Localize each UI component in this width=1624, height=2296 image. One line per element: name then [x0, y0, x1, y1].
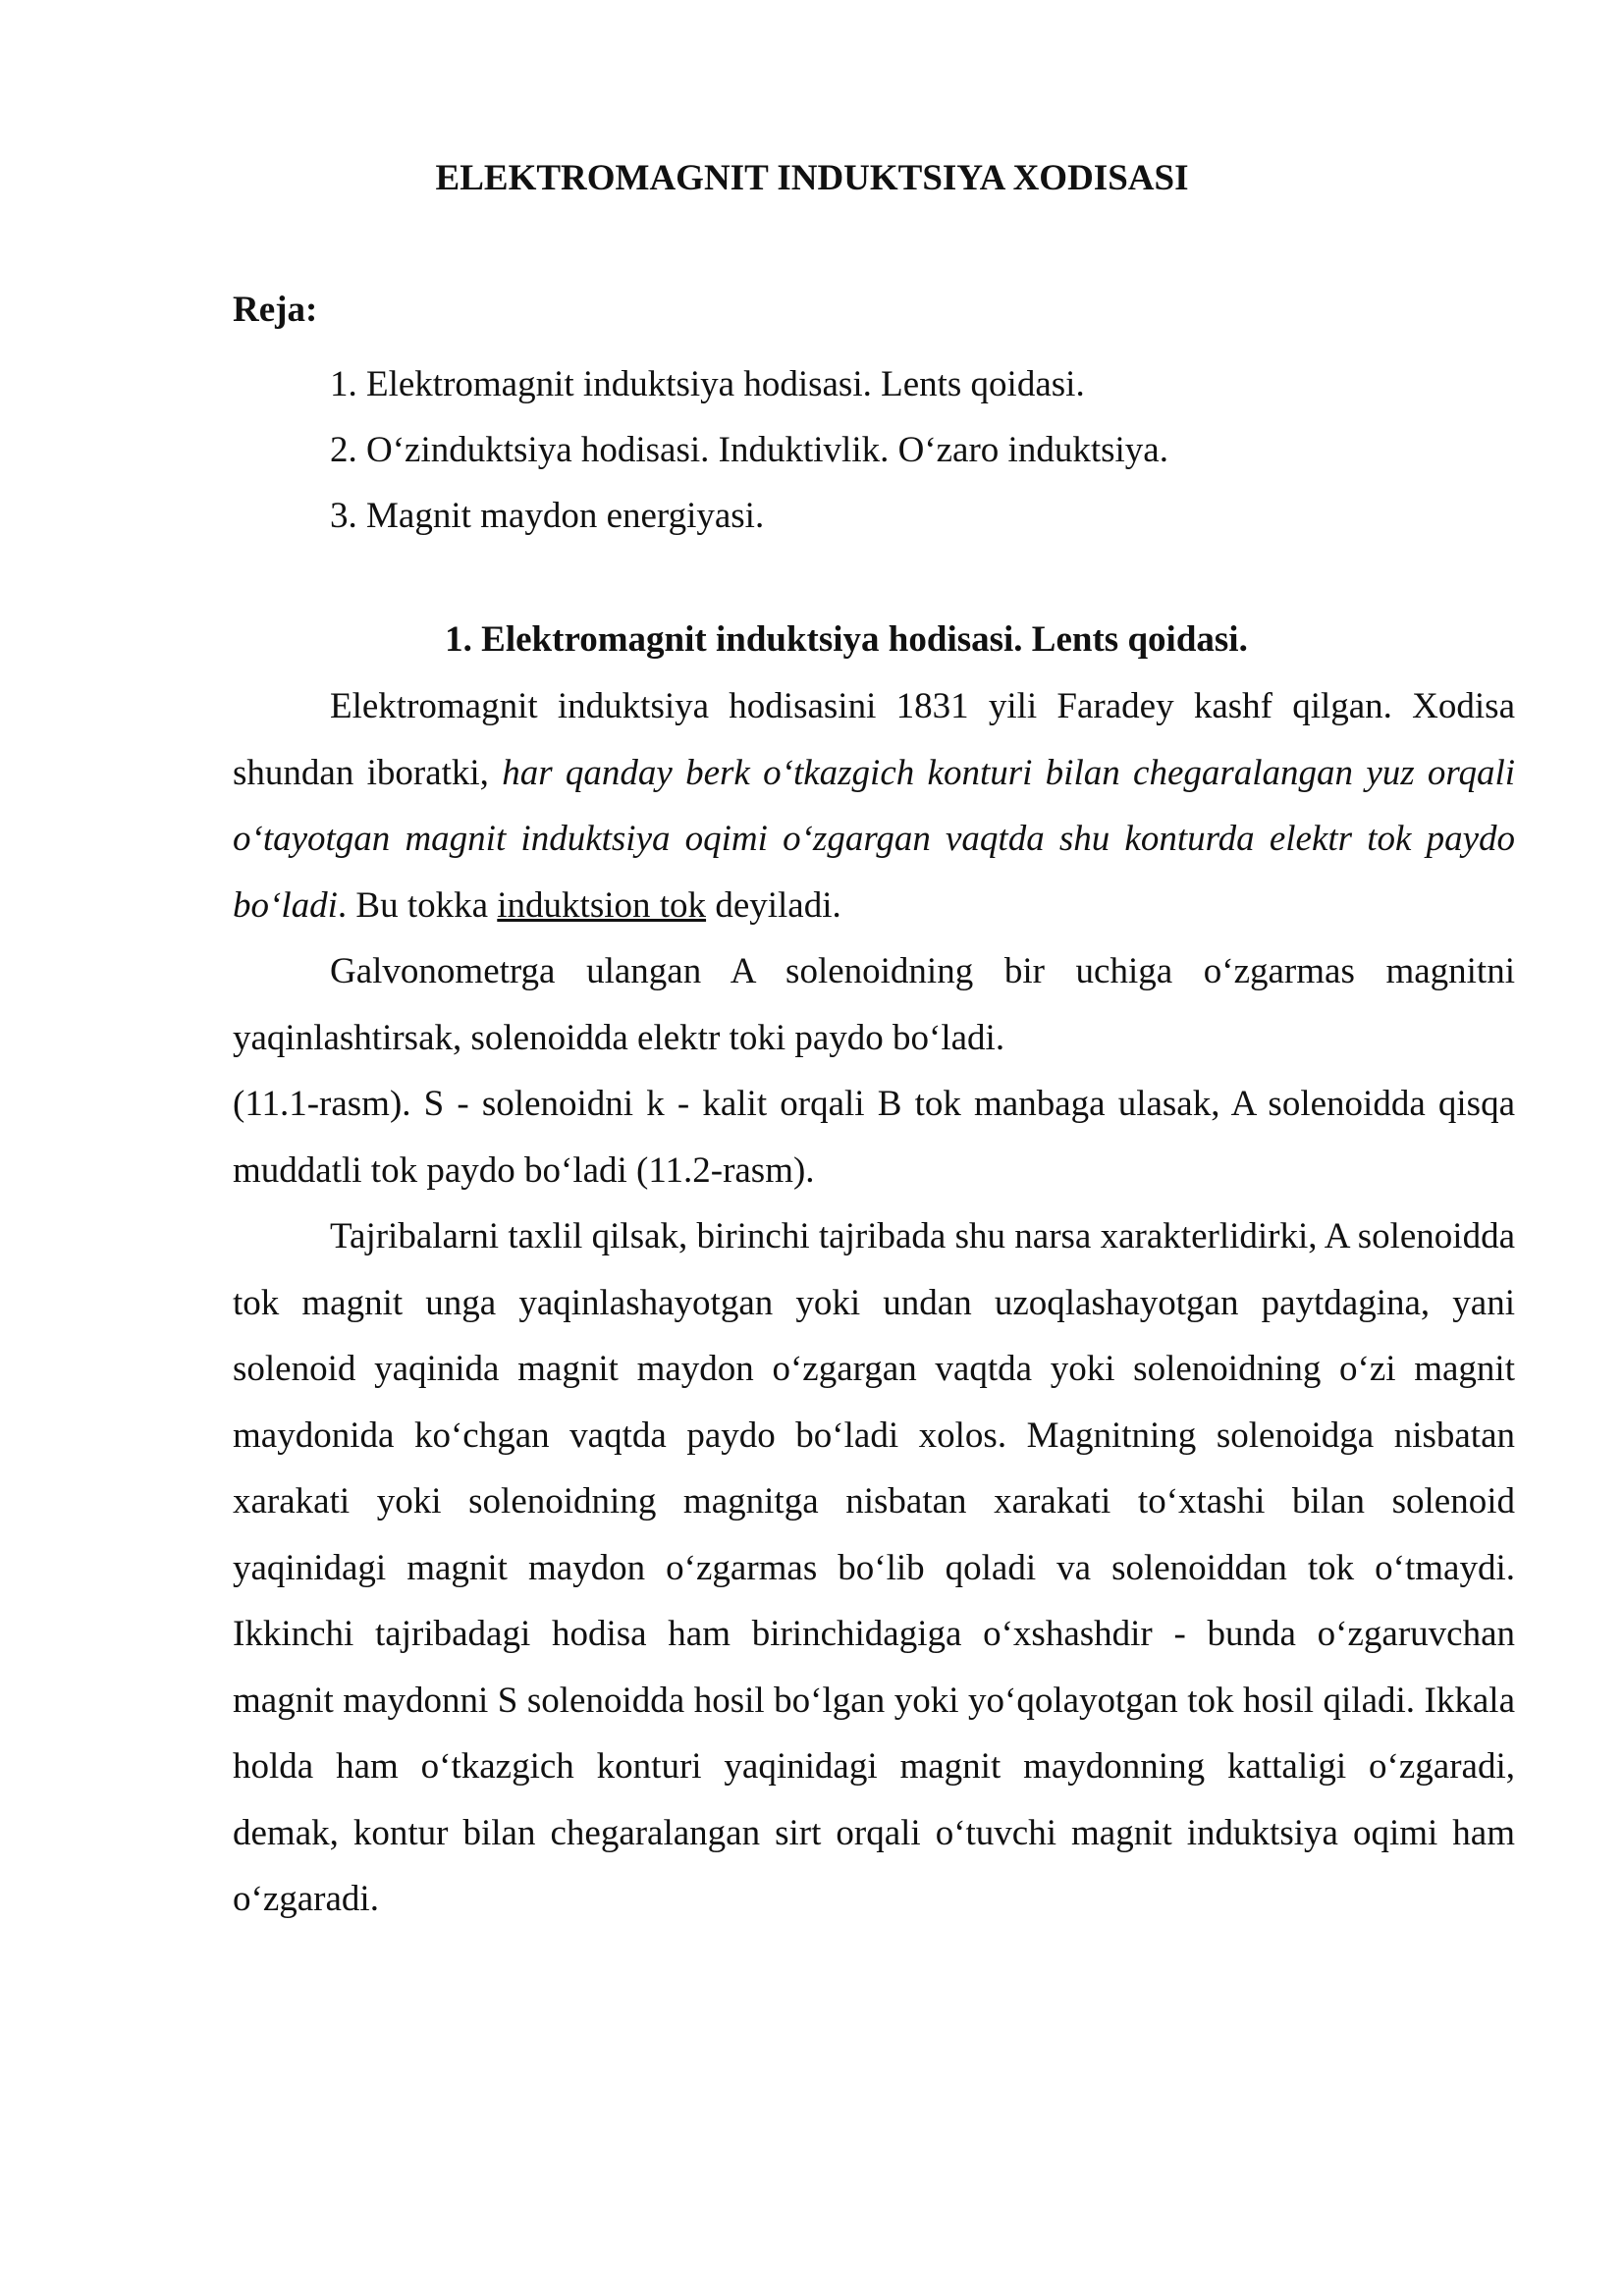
paragraph-end: deyiladi. [706, 884, 841, 926]
definition-italic: har qanday berk o‘tkazgich konturi bilan chegaralangan yuz orqali o‘tayotgan magnit induktsiya oqimi o‘zgargan vaqtda shu konturda elektr tok paydo bo‘ladi [233, 752, 1516, 926]
plan-item: 3. Magnit maydon energiyasi. [330, 496, 765, 536]
term-underlined: induktsion tok [497, 884, 707, 926]
section-heading: 1. Elektromagnit induktsiya hodisasi. Lents qoidasi. [445, 619, 1248, 660]
paragraph-galvanometer: Galvonometrga ulangan A solenoidning bir uchiga o‘zgarmas magnitni yaqinlashtirsak, solenoidda elektr toki paydo bo‘ladi. [233, 951, 1515, 1058]
paragraph-definition [233, 673, 1515, 938]
body-text [233, 673, 1515, 1933]
paragraph-figure-ref: (11.1-rasm). S - solenoidni k - kalit orqali B tok manbaga ulasak, A solenoidda qisqa muddatli tok paydo bo‘ladi (11.2-rasm). [233, 1084, 1515, 1191]
paragraph-lead: Elektromagnit induktsiya hodisasini 1831 yili Faradey kashf qilgan. Xodisa shundan iboratki, [233, 686, 1515, 793]
paragraph-connector: . Bu tokka [337, 884, 498, 926]
plan-list [330, 351, 1168, 549]
plan-item: 2. O‘zinduktsiya hodisasi. Induktivlik. O‘zaro induktsiya. [330, 430, 1168, 470]
plan-label: Reja: [233, 290, 318, 330]
document-title: ELEKTROMAGNIT INDUKTSIYA XODISASI [435, 158, 1189, 198]
paragraph-analysis: Tajribalarni taxlil qilsak, birinchi tajribada shu narsa xarakterlidirki, A solenoidda tok magnit unga yaqinlashayotgan yoki undan uzoqlashayotgan paytdagina, yani solenoid yaqinida magnit maydon o‘zgargan vaqtda yoki solenoidning o‘zi magnit maydonida ko‘chgan vaqtda paydo bo‘ladi xolos. Magnitning solenoidga nisbatan xarakati yoki solenoidning magnitga nisbatan xarakati to‘xtashi bilan solenoid yaqinidagi magnit maydon o‘zgarmas bo‘lib qoladi va solenoiddan tok o‘tmaydi. Ikkinchi tajribadagi hodisa ham birinchidagiga o‘xshashdir - bunda o‘zgaruvchan magnit maydonni S solenoidda hosil bo‘lgan yoki yo‘qolayotgan tok hosil qiladi. Ikkala holda ham o‘tkazgich konturi yaqinidagi magnit maydonning kattaligi o‘zgaradi, demak, kontur bilan chegaralangan sirt orqali o‘tuvchi magnit induktsiya oqimi ham o‘zgaradi. [233, 1216, 1515, 1919]
plan-item: 1. Elektromagnit induktsiya hodisasi. Lents qoidasi. [330, 364, 1085, 404]
